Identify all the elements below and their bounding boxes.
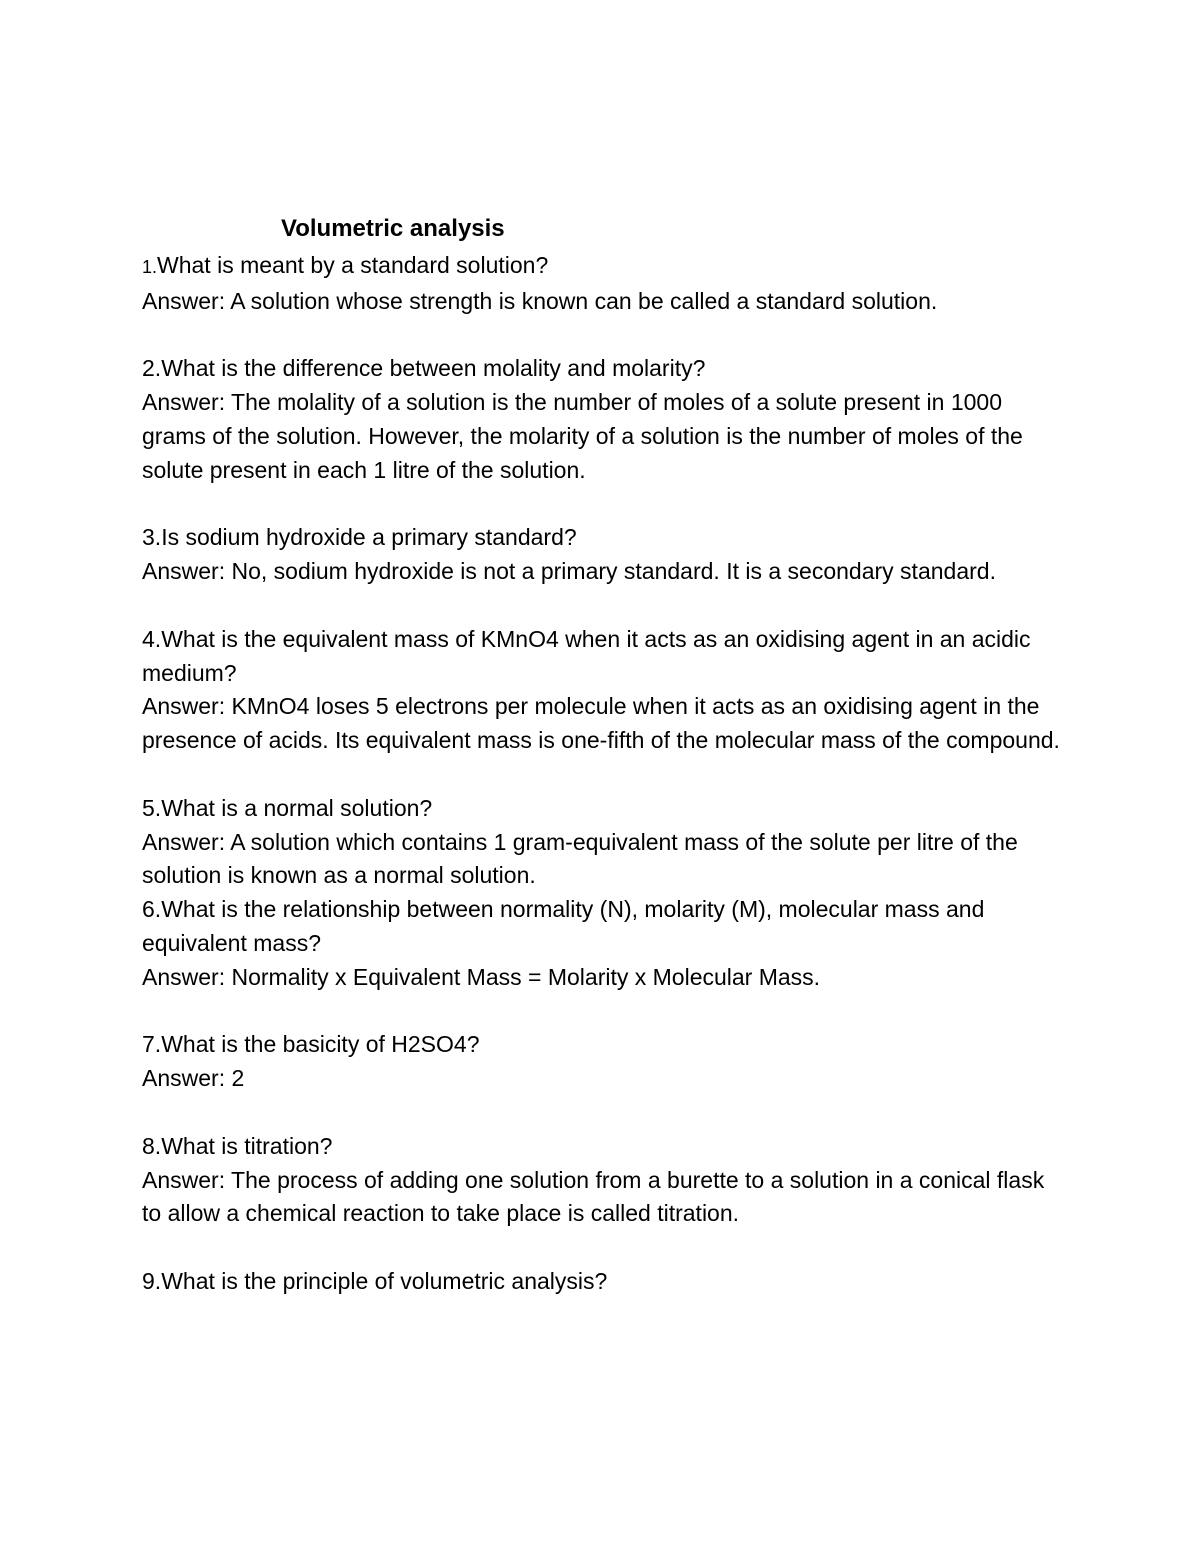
- answer-3: Answer: No, sodium hydroxide is not a primary standard. It is a secondary standard.: [142, 558, 996, 585]
- spacer: [142, 589, 1062, 623]
- question-number: 1.: [142, 257, 158, 277]
- question-9: [142, 1265, 1062, 1299]
- question-2: [142, 352, 1062, 386]
- question-text: What is the equivalent mass of KMnO4 when it acts as an oxidising agent in an acidic medium?: [142, 625, 1031, 686]
- question-1: [142, 249, 1062, 285]
- question-number: 4.: [142, 625, 162, 652]
- question-number: 9.: [142, 1267, 162, 1294]
- question-number: 3.: [142, 524, 162, 551]
- spacer: [142, 488, 1062, 522]
- question-number: 5.: [142, 794, 162, 821]
- question-6: [142, 893, 1062, 961]
- document-body: [142, 209, 1062, 1299]
- document-title: Volumetric analysis: [281, 215, 505, 242]
- question-7: [142, 1028, 1062, 1062]
- question-text: What is the difference between molality and molarity?: [161, 355, 706, 382]
- question-5: [142, 792, 1062, 826]
- answer-2: Answer: The molality of a solution is the number of moles of a solute present in 1000 grams of the solution. However, the molarity of a solution is the number of moles of the solute present in each 1 litre of the solution.: [142, 389, 1023, 483]
- question-number: 7.: [142, 1031, 162, 1058]
- question-text: What is the relationship between normality (N), molarity (M), molecular mass and equivalent mass?: [142, 896, 985, 956]
- answer-5: Answer: A solution which contains 1 gram-equivalent mass of the solute per litre of the solution is known as a normal solution.: [142, 828, 1018, 889]
- answer-1: Answer: A solution whose strength is known can be called a standard solution.: [142, 287, 938, 314]
- question-text: What is meant by a standard solution?: [157, 252, 549, 278]
- question-text: What is a normal solution?: [161, 794, 433, 821]
- answer-7: Answer: 2: [142, 1065, 245, 1092]
- answer-8: Answer: The process of adding one solution from a burette to a solution in a conical flask to allow a chemical reaction to take place is called titration.: [142, 1166, 1045, 1227]
- question-text: What is titration?: [161, 1132, 333, 1159]
- spacer: [142, 995, 1062, 1029]
- question-number: 2.: [142, 355, 162, 382]
- answer-6: Answer: Normality x Equivalent Mass = Molarity x Molecular Mass.: [142, 963, 821, 990]
- spacer: [142, 758, 1062, 792]
- question-3: [142, 521, 1062, 555]
- spacer: [142, 319, 1062, 353]
- answer-4: Answer: KMnO4 loses 5 electrons per molecule when it acts as an oxidising agent in the presence of acids. Its equivalent mass is one-fifth of the molecular mass of the compound.: [142, 693, 1060, 754]
- question-8: [142, 1130, 1062, 1164]
- spacer: [142, 1231, 1062, 1265]
- question-number: 6.: [142, 896, 162, 923]
- spacer: [142, 1096, 1062, 1130]
- question-4: [142, 623, 1062, 691]
- question-number: 8.: [142, 1132, 162, 1159]
- question-text: Is sodium hydroxide a primary standard?: [161, 524, 577, 551]
- question-text: What is the basicity of H2SO4?: [161, 1031, 480, 1058]
- question-text: What is the principle of volumetric analysis?: [161, 1267, 608, 1294]
